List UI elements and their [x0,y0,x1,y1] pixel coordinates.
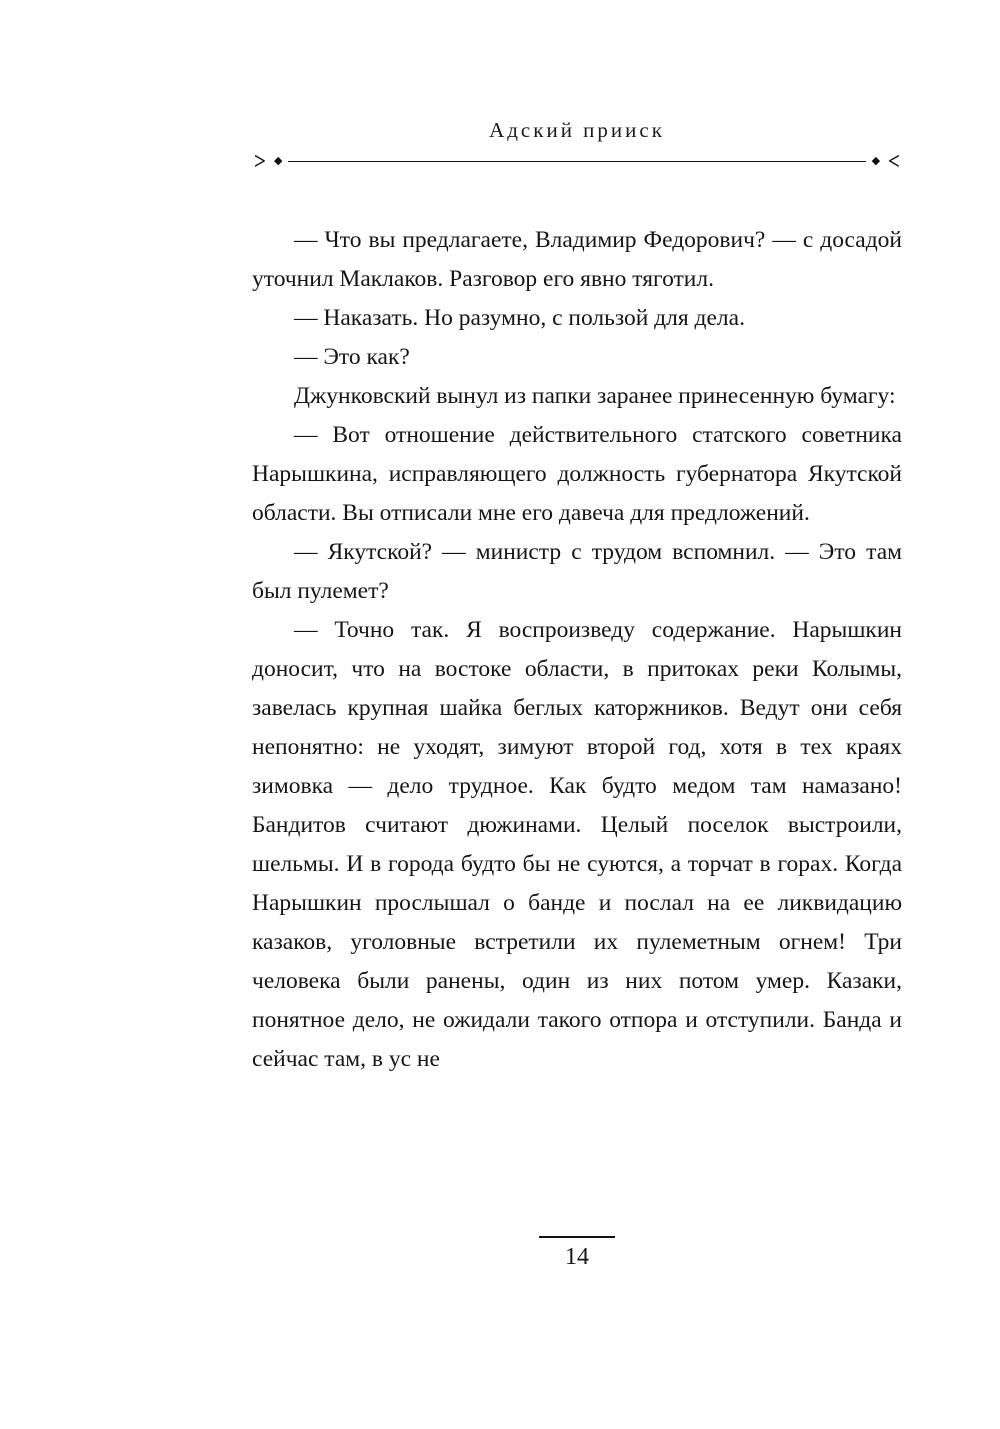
paragraph: — Наказать. Но разумно, с пользой для дела. [294,305,745,331]
divider-right-diamond-icon: ◆ [871,155,881,167]
paragraph: — Вот отношение действительного статского советника Нарышкина, исправляющего должность губернатора Якутской области. Вы отписали мне его давеча для предложений. [252,422,902,526]
header-divider [254,147,900,175]
paragraph: Джунковский вынул из папки заранее принесенную бумагу: [294,383,896,409]
divider-right-arrow-icon: < [888,147,900,175]
running-header-title: Адский прииск [489,118,665,142]
paragraph: — Что вы предлагаете, Владимир Федорович? — с досадой уточнил Маклаков. Разговор его явно тяготил. [252,227,902,292]
body-text [252,221,902,1079]
paragraph: — Это как? [294,344,410,370]
paragraph: — Якутской? — министр с трудом вспомнил. — Это там был пулемет? [252,539,902,604]
divider-left-diamond-icon: ◆ [273,155,283,167]
page-footer [252,1236,902,1271]
paragraph: — Точно так. Я воспроизведу содержание. Нарышкин доносит, что на востоке области, в притоках реки Колымы, завелась крупная шайка беглых каторжников. Ведут они себя непонятно: не уходят, зимуют второй год, хотя в тех краях зимовка — дело трудное. Как будто медом там намазано! Бандитов считают дюжинами. Целый поселок выстроили, шельмы. И в города будто бы не суются, а торчат в горах. Когда Нарышкин прослышал о банде и послал на ее ликвидацию казаков, уголовные встретили их пулеметным огнем! Три человека были ранены, один из них потом умер. Казаки, понятное дело, не ожидали такого отпора и отступили. Банда и сейчас там, в ус не [252,617,902,1072]
footer-rule [539,1236,615,1238]
page-number: 14 [565,1244,589,1270]
divider-rule [288,161,865,162]
page-content [252,118,902,1079]
divider-left-arrow-icon: > [254,147,266,175]
